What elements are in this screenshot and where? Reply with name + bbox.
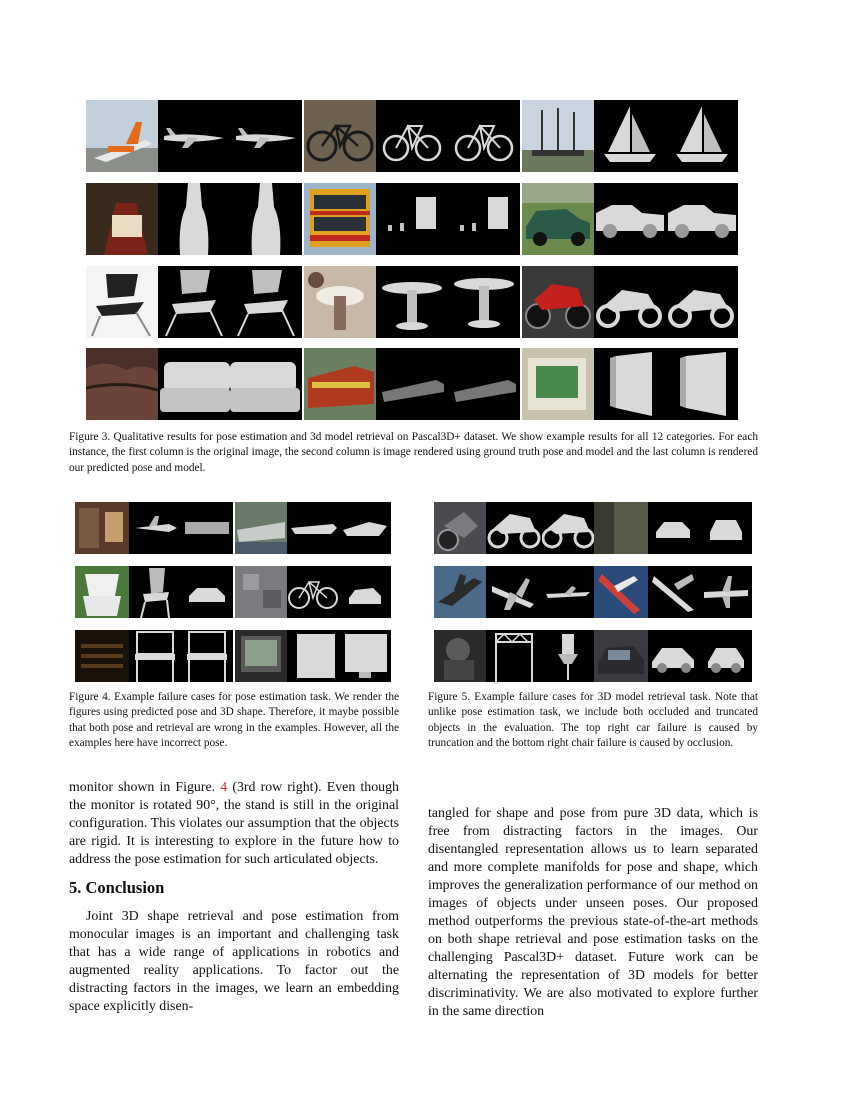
fig3-row3-motorbike-photo — [522, 266, 594, 338]
fig3-row1-boat-pred-render — [666, 100, 738, 172]
fig4-row3-render-d — [339, 630, 391, 682]
fig5-row2-render-c — [648, 566, 700, 618]
fig5-row3-render-b — [542, 630, 594, 682]
fig3-row2-car-pred-render — [666, 183, 738, 255]
fig5-row2-render-b — [542, 566, 594, 618]
paragraph-conclusion-continued: tangled for shape and pose from pure 3D data, which is free from distracting factors in the images. Our disentangled representation allows us to learn separated and more complete manifolds for pose and shape, which improves the generalization performance of our method on images of objects under unseen poses. Our proposed method outperforms the previous state-of-the-art methods on both shape retrieval and pose estimation tasks on the challenging Pascal3D+ dataset. Future work can be alternating the representation of 3D models for better discriminativity. We are also motivated to explore further in the same direction — [428, 806, 758, 1019]
figure4-caption: Figure 4. Example failure cases for pose estimation task. We render the figures using predicted pose and 3D shape. Therefore, it maybe possible that both pose and retrieval are wrong in the examples. However, all the examples here have incorrect pose. — [69, 691, 399, 749]
fig5-row2-render-a — [486, 566, 542, 618]
fig5-row1-photo-2 — [594, 502, 648, 554]
fig5-row3-photo-2 — [594, 630, 648, 682]
fig4-row1-photo — [75, 502, 129, 554]
figure3-image-grid — [86, 100, 742, 420]
fig3-row2-bottle-gt-render — [158, 183, 230, 255]
fig5-row2-photo — [434, 566, 486, 618]
fig5-row1-render-b — [542, 502, 594, 554]
fig3-row2-bus-gt-render — [376, 183, 448, 255]
fig5-row1-render-a — [486, 502, 542, 554]
left-column-text — [69, 779, 399, 869]
figure3-caption: Figure 3. Qualitative results for pose estimation and 3d model retrieval on Pascal3D+ dataset. We show example results for all 12 categories. For each instance, the first column is the original image, the second column is image rendered using ground truth pose and model and the last column is rendered our predicted pose and model. — [69, 431, 758, 474]
fig4-row1-render-b — [181, 502, 233, 554]
fig3-row2-bottle-photo — [86, 183, 158, 255]
fig3-row1-bicycle-pred-render — [448, 100, 520, 172]
fig4-row2-render-b — [181, 566, 233, 618]
right-column-text — [428, 805, 758, 1021]
fig4-row3-render-c — [287, 630, 339, 682]
para-text-rest: (3rd row right). Even though the monitor is rotated 90°, the stand is still in the original configuration. This violates our assumption that the objects are rigid. It is interesting to explore in the future how to address the pose estimation for such articulated objects. — [69, 780, 399, 867]
fig3-row2-bus-photo — [304, 183, 376, 255]
fig3-row4-train-gt-render — [376, 348, 448, 420]
fig3-row1-aeroplane-photo — [86, 100, 158, 172]
para-text-start: monitor shown in Figure. — [69, 780, 216, 795]
fig3-row4-train-photo — [304, 348, 376, 420]
fig5-row1-photo — [434, 502, 486, 554]
section-heading-conclusion: 5. Conclusion — [69, 878, 165, 897]
fig4-row3-photo — [75, 630, 129, 682]
fig5-row1-render-c — [648, 502, 700, 554]
figure5-image-grid — [434, 502, 752, 682]
fig3-row3-diningtable-photo — [304, 266, 376, 338]
fig3-row3-diningtable-pred-render — [448, 266, 520, 338]
fig3-row1-aeroplane-gt-render — [158, 100, 230, 172]
fig4-row2-render-c — [287, 566, 339, 618]
fig3-row4-sofa-gt-render — [158, 348, 230, 420]
fig4-row1-render-d — [339, 502, 391, 554]
fig4-row1-photo-2 — [235, 502, 287, 554]
left-column-conclusion — [69, 908, 399, 1016]
fig3-row2-car-photo — [522, 183, 594, 255]
fig3-row3-chair-gt-render — [158, 266, 230, 338]
figure4-image-grid — [75, 502, 393, 682]
fig3-row4-tvmonitor-pred-render — [666, 348, 738, 420]
fig4-row3-render-a — [129, 630, 181, 682]
fig3-row2-bottle-pred-render — [230, 183, 302, 255]
fig3-row4-sofa-pred-render — [230, 348, 302, 420]
fig3-row2-bus-pred-render — [448, 183, 520, 255]
fig4-row2-photo-2 — [235, 566, 287, 618]
paragraph-monitor-discussion — [69, 779, 399, 869]
fig3-row4-tvmonitor-gt-render — [594, 348, 666, 420]
fig5-row3-photo — [434, 630, 486, 682]
fig4-row3-photo-2 — [235, 630, 287, 682]
fig5-row3-render-d — [700, 630, 752, 682]
figure-4-link[interactable]: 4 — [220, 780, 228, 795]
fig4-row2-photo — [75, 566, 129, 618]
fig3-row3-chair-pred-render — [230, 266, 302, 338]
fig4-row2-render-a — [129, 566, 181, 618]
fig3-row1-boat-gt-render — [594, 100, 666, 172]
fig5-row3-render-a — [486, 630, 542, 682]
fig3-row1-boat-photo — [522, 100, 594, 172]
fig3-row4-sofa-photo — [86, 348, 158, 420]
paragraph-conclusion-start: Joint 3D shape retrieval and pose estimation from monocular images is an important and challenging task that has a wide range of applications in robotics and augmented reality applications. To factor out the distracting factors in the images, we learn an embedding space explicitly disen- — [69, 909, 399, 1014]
fig5-row1-render-d — [700, 502, 752, 554]
fig4-row1-render-c — [287, 502, 339, 554]
fig3-row1-bicycle-gt-render — [376, 100, 448, 172]
fig3-row1-aeroplane-pred-render — [230, 100, 302, 172]
fig4-row3-render-b — [181, 630, 233, 682]
fig5-row3-render-c — [648, 630, 700, 682]
fig5-row2-photo-2 — [594, 566, 648, 618]
fig5-row2-render-d — [700, 566, 752, 618]
fig3-row2-car-gt-render — [594, 183, 666, 255]
figure5-caption: Figure 5. Example failure cases for 3D model retrieval task. Note that unlike pose estimation task, we include both occluded and truncated objects in the evaluation. The top right car failure is caused by truncation and the bottom right chair failure is caused by occlusion. — [428, 691, 758, 749]
fig3-row3-motorbike-gt-render — [594, 266, 666, 338]
fig3-row3-motorbike-pred-render — [666, 266, 738, 338]
fig4-row2-render-d — [339, 566, 391, 618]
fig3-row3-chair-photo — [86, 266, 158, 338]
fig3-row1-bicycle-photo — [304, 100, 376, 172]
fig3-row4-tvmonitor-photo — [522, 348, 594, 420]
fig3-row4-train-pred-render — [448, 348, 520, 420]
fig4-row1-render-a — [129, 502, 181, 554]
fig3-row3-diningtable-gt-render — [376, 266, 448, 338]
